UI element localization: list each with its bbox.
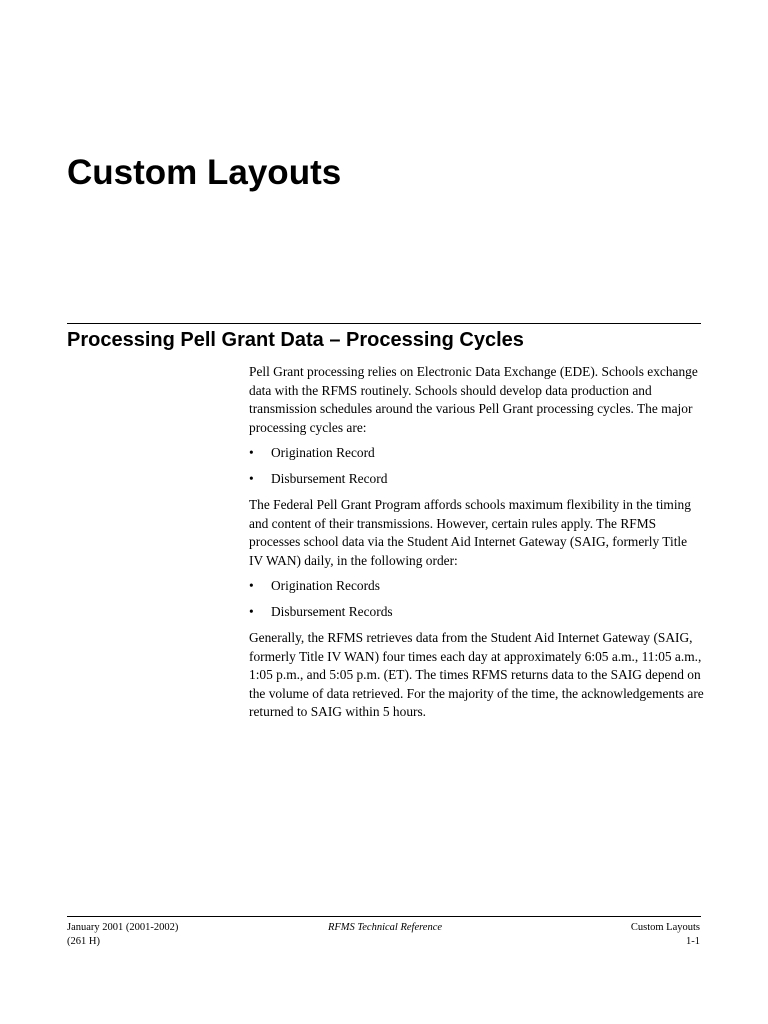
footer-date: January 2001 (2001-2002) [67, 922, 179, 933]
bullet-icon: • [249, 445, 254, 460]
section-divider [67, 323, 701, 324]
list-item [249, 577, 704, 596]
footer-left [67, 921, 178, 949]
timing-paragraph: Generally, the RFMS retrieves data from the Student Aid Internet Gateway (SAIG, formerly Title IV WAN) four times each day at approximately 6:05 a.m., 11:05 a.m., 1:05 p.m., and 5:05 p.m. (ET). The times RFMS returns data to the SAIG depend on the volume of data retrieved. For the majority of the time, the acknowledgements are returned to SAIG within 5 hours. [249, 630, 704, 719]
footer-right [500, 921, 700, 949]
list-item [249, 470, 704, 489]
bullet-icon: • [249, 471, 254, 486]
footer-document-title: RFMS Technical Reference [327, 922, 443, 933]
footer-code: (261 H) [67, 936, 100, 947]
bullet-icon: • [249, 578, 254, 593]
list-item-label: Disbursement Records [271, 604, 393, 619]
intro-paragraph: Pell Grant processing relies on Electronic Data Exchange (EDE). Schools exchange data with the RFMS routinely. Schools should develop data production and transmission schedules around the various Pell Grant processing cycles. The major processing cycles are: [249, 364, 698, 435]
chapter-title: Custom Layouts [67, 153, 342, 192]
processing-cycles-list [249, 444, 704, 489]
list-item [249, 603, 704, 622]
list-item-label: Disbursement Record [271, 471, 388, 486]
list-item-label: Origination Record [271, 445, 375, 460]
body-text [249, 363, 704, 729]
page-number: 1-1 [686, 936, 700, 947]
processing-order-list [249, 577, 704, 622]
list-item-label: Origination Records [271, 578, 380, 593]
footer-divider [67, 916, 701, 917]
order-paragraph: The Federal Pell Grant Program affords schools maximum flexibility in the timing and content of their transmissions. However, certain rules apply. The RFMS processes school data via the Student Aid Internet Gateway (SAIG, formerly Title IV WAN) daily, in the following order: [249, 497, 691, 568]
footer-center [250, 921, 520, 935]
bullet-icon: • [249, 604, 254, 619]
footer-chapter-name: Custom Layouts [630, 922, 700, 933]
section-title: Processing Pell Grant Data – Processing Cycles [67, 329, 524, 351]
list-item [249, 444, 704, 463]
